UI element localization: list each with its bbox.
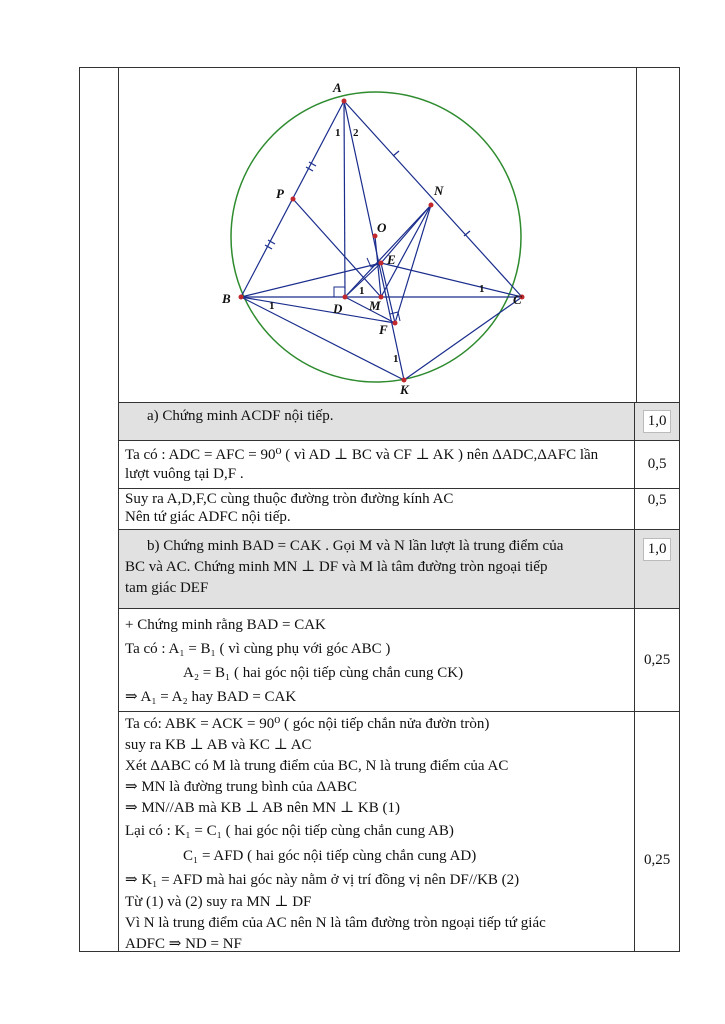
angle-labels [269, 127, 485, 365]
angle-b1: 1 [269, 300, 275, 312]
text-line: Ta có : ADC = AFC = 90⁰ ( vì AD ⊥ BC và CF ⊥ AK ) nên ΔADC,ΔAFC lần [125, 447, 599, 463]
label-b: B [222, 291, 231, 306]
figure-row [118, 67, 680, 403]
text-line: Lại có : K₁ = C₁ ( hai góc nội tiếp cùng chắn cung AB) [125, 823, 454, 839]
text-line: lượt vuông tại D,F . [125, 466, 244, 482]
label-f: F [379, 322, 388, 337]
part-b-row-2 [118, 712, 680, 952]
text-line: Ta có : A₁ = B₁ ( vì cùng phụ với góc ABC ) [125, 641, 391, 657]
left-column [79, 67, 119, 952]
figure-score-cell [637, 68, 679, 402]
angle-k1: 1 [393, 353, 399, 365]
part-a-row-2 [118, 489, 680, 530]
part-b-row-2-text [119, 712, 635, 951]
figure-cell [119, 68, 637, 402]
angle-a1: 1 [335, 127, 341, 139]
tick-marks [265, 151, 470, 249]
text-line: A₂ = B₁ ( hai góc nội tiếp cùng chắn cung CK) [183, 665, 464, 681]
text-line: Ta có: ABK = ACK = 90⁰ ( góc nội tiếp chắn nửa đườn tròn) [125, 716, 490, 732]
label-c: C [513, 292, 522, 307]
label-o: O [377, 220, 387, 235]
text-line: Vì N là trung điểm của AC nên N là tâm đường tròn ngoại tiếp tứ giác [125, 915, 546, 931]
angle-e1: 1 [359, 285, 365, 297]
part-a-row-1-score: 0,5 [647, 456, 667, 472]
part-a-title: a) Chứng minh ACDF nội tiếp. [119, 403, 635, 440]
text-line: tam giác DEF [125, 580, 209, 596]
part-a-row-1-text [119, 441, 635, 488]
part-a-row-2-text [119, 489, 635, 529]
text-line: b) Chứng minh BAD = CAK . Gọi M và N lần lượt là trung điểm của [147, 538, 564, 554]
label-e: E [387, 252, 396, 267]
text-line: Xét ΔABC có M là trung điểm của BC, N là trung điểm của AC [125, 758, 509, 774]
text-line: suy ra KB ⊥ AB và KC ⊥ AC [125, 737, 312, 753]
label-n: N [434, 183, 444, 198]
part-a-row-2-score: 0,5 [647, 492, 667, 508]
text-line: Từ (1) và (2) suy ra MN ⊥ DF [125, 894, 312, 910]
part-b-row-1-score: 0,25 [643, 651, 671, 668]
angle-a2: 2 [353, 127, 359, 139]
text-line: ⇒ A₁ = A₂ hay BAD = CAK [125, 689, 297, 705]
part-b-header-row [118, 530, 680, 609]
part-a-score: 1,0 [643, 410, 672, 433]
part-b-title [119, 530, 635, 608]
text-line: ADFC ⇒ ND = NF [125, 936, 242, 952]
label-a: A [333, 80, 342, 95]
points [239, 99, 525, 383]
label-k: K [400, 382, 409, 397]
part-b-row-1-text [119, 609, 635, 711]
text-line: Nên tứ giác ADFC nội tiếp. [125, 509, 291, 525]
part-b-row-2-score: 0,25 [643, 852, 671, 868]
part-b-row-1 [118, 609, 680, 712]
angle-c1: 1 [479, 283, 485, 295]
label-p: P [276, 186, 284, 201]
solution-table [118, 67, 680, 952]
text-line: ⇒ MN//AB mà KB ⊥ AB nên MN ⊥ KB (1) [125, 800, 400, 816]
text-line: BC và AC. Chứng minh MN ⊥ DF và M là tâm đường tròn ngoại tiếp [125, 559, 548, 575]
text-line: ⇒ MN là đường trung bình của ΔABC [125, 779, 358, 795]
label-m: M [369, 298, 381, 313]
part-a-header-row [118, 403, 680, 441]
label-d: D [333, 301, 343, 316]
text-line: + Chứng minh rằng BAD = CAK [125, 617, 326, 633]
part-a-row-1 [118, 441, 680, 489]
text-line: Suy ra A,D,F,C cùng thuộc đường tròn đường kính AC [125, 491, 454, 507]
part-b-score: 1,0 [643, 538, 672, 561]
geometry-figure [119, 68, 636, 403]
text-line: C₁ = AFD ( hai góc nội tiếp cùng chắn cung AD) [183, 848, 477, 864]
point-labels [221, 80, 522, 397]
text-line: ⇒ K₁ = AFD mà hai góc này nằm ở vị trí đồng vị nên DF//KB (2) [125, 872, 520, 888]
right-angle-marks [334, 258, 400, 321]
